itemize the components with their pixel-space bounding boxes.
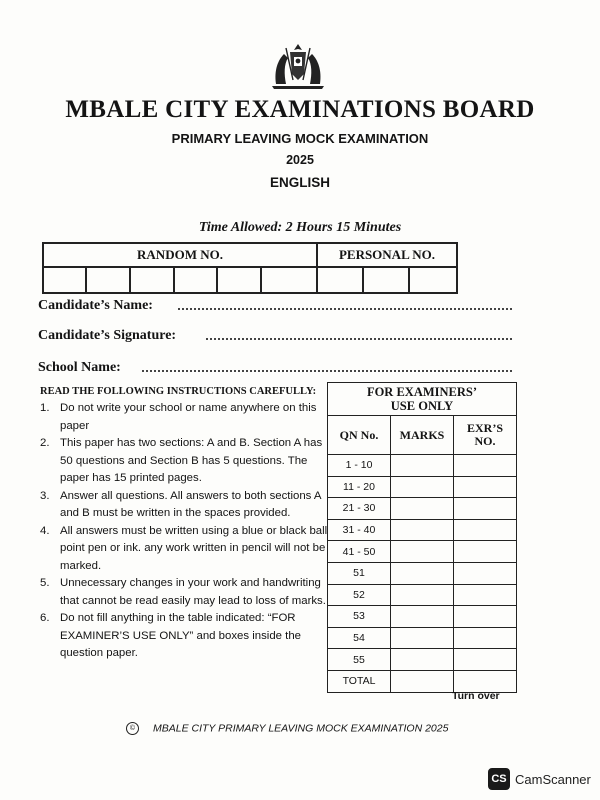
- exam-year: 2025: [286, 153, 314, 167]
- instruction-item: 3. Answer all questions. All answers to both sections A and B must be written in the spaces provided.: [40, 489, 321, 519]
- table-row: 51: [328, 562, 517, 584]
- instructions-list: [40, 400, 328, 663]
- table-row: 54: [328, 627, 517, 649]
- instruction-item: 4. All answers must be written using a blue or black ball point pen or ink. any work written in pencil will not be marked.: [40, 524, 328, 572]
- examiners-table-title: FOR EXAMINERS’ USE ONLY: [328, 383, 517, 416]
- coat-of-arms-emblem: [266, 40, 330, 90]
- table-row: 53: [328, 606, 517, 628]
- table-row: 55: [328, 649, 517, 671]
- page-footer: © MBALE CITY PRIMARY LEAVING MOCK EXAMINATION 2025: [126, 722, 448, 735]
- table-row: 11 - 20: [328, 476, 517, 498]
- table-row: 41 - 50: [328, 541, 517, 563]
- table-row: TOTAL: [328, 670, 517, 692]
- marks-header: MARKS: [391, 416, 454, 455]
- turn-over-text: Turn over: [452, 690, 500, 702]
- camscanner-watermark: [488, 768, 596, 792]
- candidate-signature-line: [206, 338, 512, 340]
- personal-no-header: PERSONAL NO.: [317, 243, 457, 267]
- table-row: 1 - 10: [328, 455, 517, 477]
- subject-title: ENGLISH: [269, 175, 330, 190]
- copyright-icon: ©: [126, 722, 139, 735]
- instruction-item: 1. Do not write your school or name anywhere on this paper: [40, 402, 317, 432]
- instruction-item: 2. This paper has two sections: A and B. Section A has 50 questions and Section B has 5 questions. The paper has 15 printed pages.: [40, 437, 323, 484]
- random-no-box: [174, 267, 217, 293]
- table-row: 52: [328, 584, 517, 606]
- examiners-use-table: [327, 382, 517, 693]
- candidate-signature-label: Candidate’s Signature:: [38, 328, 177, 343]
- candidate-number-table: [42, 242, 458, 294]
- exam-title: PRIMARY LEAVING MOCK EXAMINATION: [171, 131, 429, 146]
- instruction-item: 5. Unnecessary changes in your work and handwriting that cannot be read easily may lead to loss of marks.: [40, 577, 326, 607]
- camscanner-label: CamScanner: [515, 772, 591, 787]
- board-title: MBALE CITY EXAMINATIONS BOARD: [65, 96, 535, 123]
- school-name-line: [142, 370, 512, 372]
- random-no-box: [43, 267, 86, 293]
- personal-no-box: [363, 267, 409, 293]
- candidate-name-line: [178, 308, 512, 310]
- random-no-header: RANDOM NO.: [43, 243, 317, 267]
- table-row: 21 - 30: [328, 498, 517, 520]
- random-no-box: [261, 267, 317, 293]
- instruction-item: 6. Do not fill anything in the table indicated: “FOR EXAMINER’S USE ONLY” and boxes inside the question paper.: [40, 612, 301, 659]
- instructions-heading: READ THE FOLLOWING INSTRUCTIONS CAREFULLY:: [40, 386, 317, 397]
- personal-no-box: [409, 267, 457, 293]
- examiner-no-header: EXR’S NO.: [454, 416, 517, 455]
- school-name-label: School Name:: [38, 360, 121, 375]
- table-row: 31 - 40: [328, 519, 517, 541]
- qn-no-header: QN No.: [328, 416, 391, 455]
- random-no-box: [130, 267, 174, 293]
- random-no-box: [86, 267, 130, 293]
- time-allowed: Time Allowed: 2 Hours 15 Minutes: [198, 220, 402, 235]
- personal-no-box: [317, 267, 363, 293]
- candidate-name-label: Candidate’s Name:: [38, 298, 153, 313]
- camscanner-logo-icon: CS: [488, 768, 510, 790]
- random-no-box: [217, 267, 261, 293]
